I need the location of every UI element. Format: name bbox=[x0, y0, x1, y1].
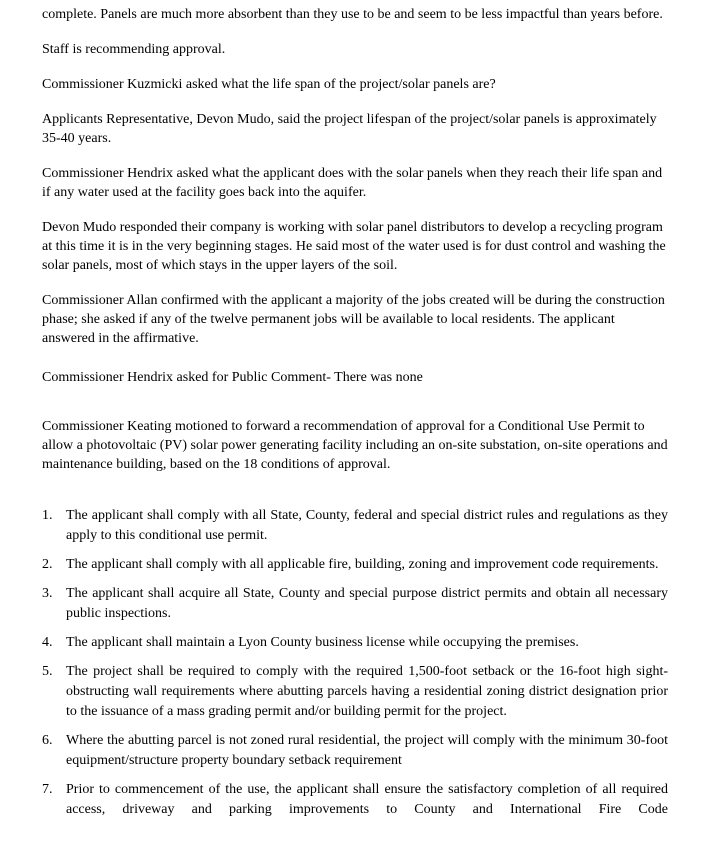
condition-item bbox=[42, 584, 668, 624]
paragraph: Commissioner Kuzmicki asked what the life span of the project/solar panels are? bbox=[42, 77, 496, 92]
paragraph: Commissioner Hendrix asked for Public Comment- There was none bbox=[42, 370, 423, 385]
condition-number: 6. bbox=[42, 733, 53, 748]
condition-number: 1. bbox=[42, 508, 53, 523]
condition-number: 2. bbox=[42, 557, 53, 572]
condition-item bbox=[42, 633, 668, 653]
condition-number: 3. bbox=[42, 586, 53, 601]
condition-number: 4. bbox=[42, 635, 53, 650]
condition-text: Where the abutting parcel is not zoned rural residential, the project will comply with the minimum 30-foot equipment/structure property boundary setback requirement bbox=[66, 733, 668, 768]
condition-text: Prior to commencement of the use, the applicant shall ensure the satisfactory completion of all required access, driveway and parking improvements to County and International Fire Code bbox=[66, 782, 668, 817]
paragraph: Commissioner Keating motioned to forward a recommendation of approval for a Conditional Use Permit to allow a photovoltaic (PV) solar power generating facility including an on-site substation, on-site operations and maintenance building, based on the 18 conditions of approval. bbox=[42, 419, 668, 472]
condition-item bbox=[42, 555, 668, 575]
condition-number: 5. bbox=[42, 664, 53, 679]
condition-text: The applicant shall maintain a Lyon County business license while occupying the premises. bbox=[66, 635, 579, 650]
conditions-list bbox=[42, 506, 668, 820]
condition-item bbox=[42, 731, 668, 771]
paragraph: Devon Mudo responded their company is working with solar panel distributors to develop a recycling program at this time it is in the very beginning stages. He said most of the water used is for dust control and washing the solar panels, most of which stays in the upper layers of the soil. bbox=[42, 220, 666, 273]
condition-text: The applicant shall comply with all applicable fire, building, zoning and improvement code requirements. bbox=[66, 557, 659, 572]
condition-item bbox=[42, 506, 668, 546]
condition-item bbox=[42, 662, 668, 722]
paragraph: Applicants Representative, Devon Mudo, said the project lifespan of the project/solar panels is approximately 35-40 years. bbox=[42, 112, 657, 146]
paragraph: Commissioner Hendrix asked what the applicant does with the solar panels when they reach their life span and if any water used at the facility goes back into the aquifer. bbox=[42, 166, 663, 200]
condition-number: 7. bbox=[42, 782, 53, 797]
paragraph: Staff is recommending approval. bbox=[42, 42, 226, 57]
paragraph: complete. Panels are much more absorbent than they use to be and seem to be less impactful than years before. bbox=[42, 7, 663, 22]
paragraph: Commissioner Allan confirmed with the applicant a majority of the jobs created will be during the construction phase; she asked if any of the twelve permanent jobs will be available to local residents. The applicant answered in the affirmative. bbox=[42, 293, 665, 346]
condition-text: The project shall be required to comply with the required 1,500-foot setback or the 16-foot high sight-obstructing wall requirements where abutting parcels having a residential zoning district designation prior to the issuance of a mass grading permit and/or building permit for the project. bbox=[66, 664, 668, 719]
condition-item bbox=[42, 780, 668, 820]
condition-text: The applicant shall acquire all State, County and special purpose district permits and obtain all necessary public inspections. bbox=[66, 586, 668, 621]
condition-text: The applicant shall comply with all State, County, federal and special district rules and regulations as they apply to this conditional use permit. bbox=[66, 508, 668, 543]
